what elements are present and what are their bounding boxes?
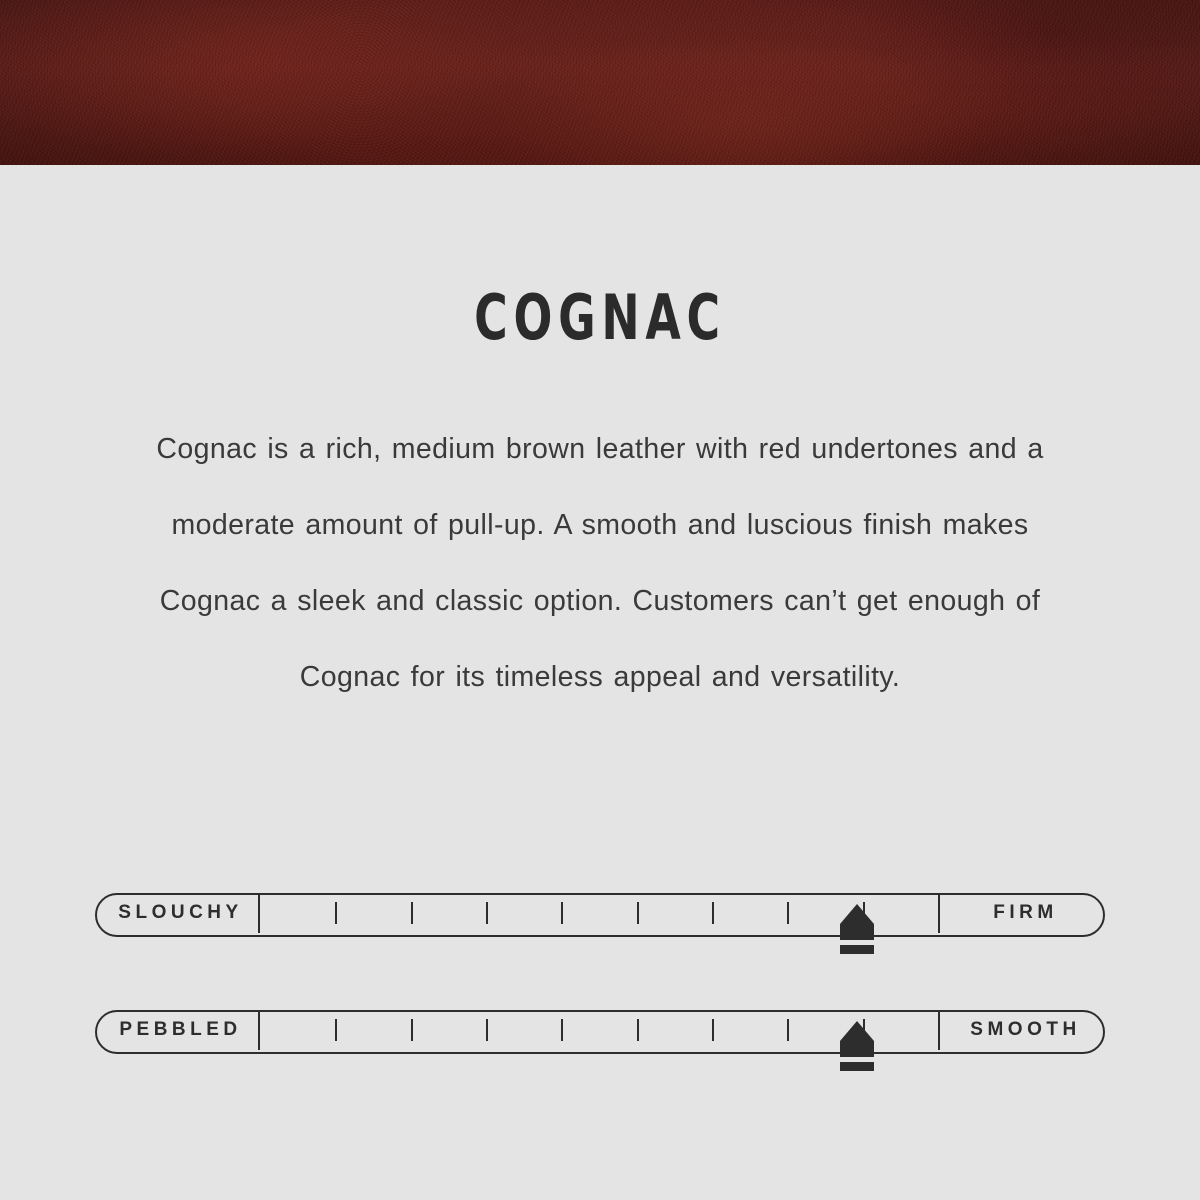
slider-tick: [486, 902, 488, 924]
slider-tick: [561, 1019, 563, 1041]
slider-tick: [561, 902, 563, 924]
page-title: COGNAC: [474, 281, 726, 354]
swatch-vignette: [0, 0, 1200, 165]
slider-structure[interactable]: [95, 893, 1105, 938]
slider-tick: [787, 902, 789, 924]
slider-left-label: PEBBLED: [95, 1010, 260, 1050]
leather-swatch-image: [0, 0, 1200, 165]
slider-tick: [411, 1019, 413, 1041]
slider-tick: [335, 902, 337, 924]
slider-thumb[interactable]: [834, 1019, 880, 1077]
attribute-sliders: [0, 893, 1200, 1055]
slider-tick: [712, 902, 714, 924]
slider-right-label: SMOOTH: [938, 1010, 1105, 1050]
description-text: Cognac is a rich, medium brown leather with red undertones and a moderate amount of pull-up. A smooth and luscious finish makes Cognac a sleek and classic option. Customers can’t get enough of Cognac for its timeless appeal and versatility.: [156, 433, 1044, 693]
slider-right-label: FIRM: [938, 893, 1105, 933]
slider-tick: [486, 1019, 488, 1041]
slider-tick: [787, 1019, 789, 1041]
slider-tick: [637, 1019, 639, 1041]
slider-tick: [335, 1019, 337, 1041]
slider-tick: [712, 1019, 714, 1041]
slider-tick: [411, 902, 413, 924]
slider-left-label: SLOUCHY: [95, 893, 260, 933]
slider-texture[interactable]: [95, 1010, 1105, 1055]
slider-tick: [637, 902, 639, 924]
slider-thumb[interactable]: [834, 902, 880, 960]
